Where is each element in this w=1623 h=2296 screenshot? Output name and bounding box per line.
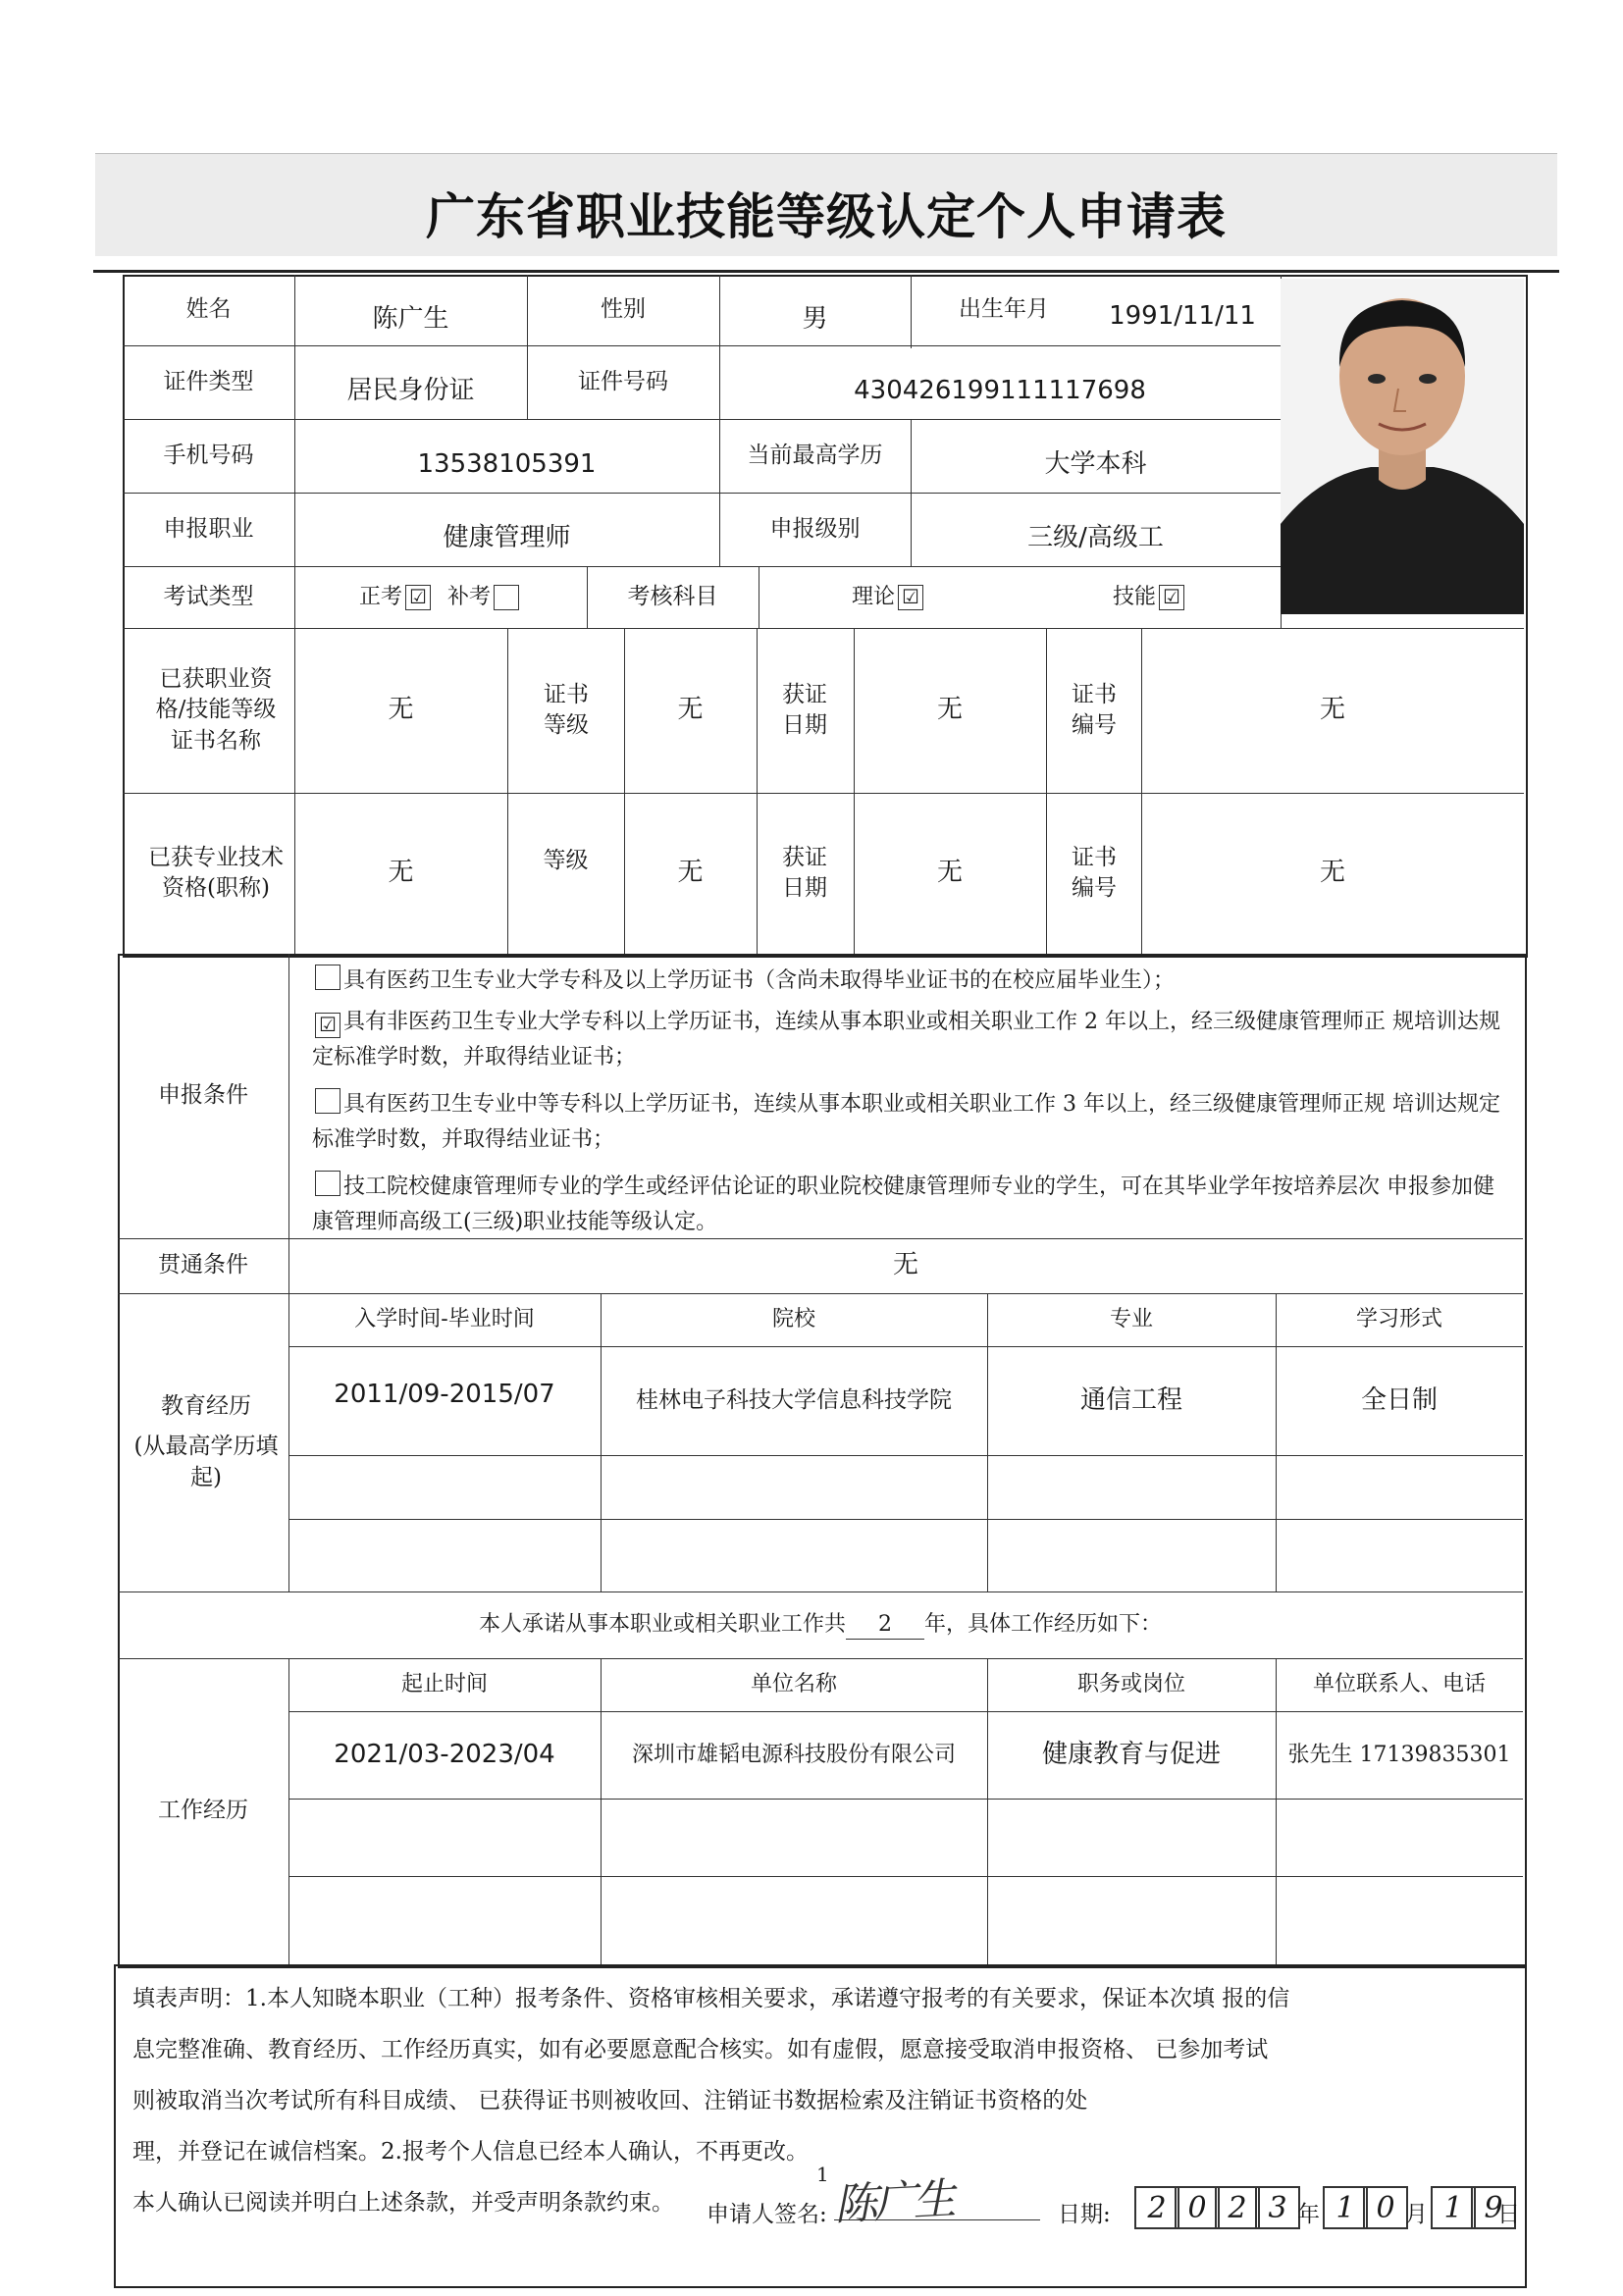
condition-item (312, 1005, 1514, 1075)
col-line (1046, 628, 1047, 954)
label-exam-type: 考试类型 (163, 583, 254, 609)
date-label: 日期: (1058, 2202, 1111, 2227)
label-cert-no: 证书编号 (1072, 681, 1117, 738)
edu-history-title: 教育经历 (161, 1393, 251, 1420)
condition-text: 具有医药卫生专业中等专科以上学历证书，连续从事本职业或相关职业工作 3 年以上，经三级健康管理师正规 培训达规定标准学时数，并取得结业证书； (312, 1092, 1500, 1152)
date-year-unit: 年 (1297, 2202, 1320, 2227)
label-birth: 出生年月 (959, 296, 1049, 323)
field-id-number[interactable]: 430426199111117698 (854, 375, 1146, 405)
field-birth[interactable]: 1991/11/11 (1109, 300, 1256, 331)
field-vocational-cert-number[interactable]: 无 (1319, 695, 1345, 725)
work-header-contact: 单位联系人、电话 (1312, 1672, 1486, 1697)
bukao-label: 补考 (447, 584, 492, 609)
condition-item (312, 964, 1514, 999)
title-rule (93, 270, 1559, 273)
label-vocational-cert: 已获职业资格/技能等级证书名称 (155, 666, 277, 754)
label-tech-grade: 等级 (543, 848, 589, 874)
condition-text: 具有医药卫生专业大学专科及以上学历证书（含尚未取得毕业证书的在校应届毕业生）； (343, 968, 1176, 993)
work-row-period[interactable]: 2021/03-2023/04 (334, 1739, 555, 1769)
work-commitment (118, 1592, 1523, 1658)
theory-checkbox[interactable]: ☑ (898, 585, 923, 610)
work-header-company: 单位名称 (750, 1672, 837, 1697)
signature-label: 申请人签名: (707, 2202, 827, 2227)
field-vocational-cert-date[interactable]: 无 (936, 695, 963, 725)
label-gender: 性别 (601, 296, 646, 323)
field-tech-title-number[interactable]: 无 (1319, 858, 1345, 888)
label-exam-subject: 考核科目 (627, 583, 718, 609)
page-number: 1 (816, 2163, 829, 2186)
row-line (288, 1799, 1523, 1800)
applicant-photo (1281, 279, 1524, 614)
label-occupation: 申报职业 (163, 515, 254, 542)
field-level[interactable]: 三级/高级工 (1027, 522, 1164, 552)
label-work-history: 工作经历 (158, 1798, 248, 1824)
declaration-line: 填表声明：1.本人知晓本职业（工种）报考条件、资格审核相关要求，承诺遵守报考的有关要求，保证本次填 报的信 (132, 1986, 1290, 2011)
field-tech-title-name[interactable]: 无 (388, 858, 414, 888)
field-id-type[interactable]: 居民身份证 (346, 375, 475, 405)
label-tech-date: 获证日期 (782, 844, 827, 901)
col-line (757, 628, 758, 954)
edu-history-sub: (从最高学历填起) (133, 1434, 279, 1490)
declaration-line: 息完整准确、教育经历、工作经历真实，如有必要愿意配合核实。如有虚假，愿意接受取消申报资格、 已参加考试 (132, 2037, 1269, 2062)
skill-checkbox[interactable]: ☑ (1159, 585, 1184, 610)
condition-checkbox[interactable] (315, 1171, 340, 1196)
row-line (123, 493, 1281, 494)
condition-text: 技工院校健康管理师专业的学生或经评估论证的职业院校健康管理师专业的学生，可在其毕业学年按培养层次 申报参加健康管理师高级工(三级)职业技能等级认定。 (312, 1174, 1494, 1234)
label-tech-title: 已获专业技术资格(职称) (148, 844, 284, 901)
edu-row-period[interactable]: 2011/09-2015/07 (334, 1380, 555, 1410)
edu-row-mode[interactable]: 全日制 (1360, 1384, 1438, 1415)
work-row-company[interactable]: 深圳市雄韬电源科技股份有限公司 (631, 1742, 956, 1767)
work-row-contact[interactable]: 张先生 17139835301 (1287, 1742, 1511, 1767)
date-day-digit[interactable]: 9 (1471, 2186, 1516, 2229)
work-header-period: 起止时间 (400, 1672, 488, 1697)
edu-header-period: 入学时间-毕业时间 (354, 1307, 535, 1332)
row-line (123, 419, 1281, 420)
field-vocational-cert-name[interactable]: 无 (388, 695, 414, 725)
label-phone: 手机号码 (163, 442, 254, 468)
date-month-digit[interactable]: 0 (1363, 2186, 1408, 2229)
declaration-line: 本人确认已阅读并明白上述条款，并受声明条款约束。 (132, 2190, 674, 2216)
theory-option (759, 566, 1020, 628)
row-line (288, 1519, 1523, 1520)
label-cert-date: 获证日期 (782, 681, 827, 738)
declaration-line: 则被取消当次考试所有科目成绩、 已获得证书则被收回、注销证书数据检索及注销证书资格的处 (132, 2088, 1088, 2113)
field-through[interactable]: 无 (892, 1250, 918, 1280)
work-row-position[interactable]: 健康教育与促进 (1041, 1739, 1221, 1769)
signature-name[interactable]: 陈广生 (832, 2173, 954, 2231)
declaration-line: 理，并登记在诚信档案。2.报考个人信息已经本人确认，不再更改。 (132, 2139, 809, 2165)
label-id-type: 证件类型 (163, 368, 254, 394)
date-year-digit[interactable]: 2 (1215, 2186, 1260, 2229)
work-commit-prefix: 本人承诺从事本职业或相关职业工作共 (478, 1612, 846, 1638)
skill-label: 技能 (1112, 584, 1156, 609)
edu-header-major: 专业 (1109, 1307, 1153, 1332)
date-month-digit[interactable]: 1 (1323, 2186, 1368, 2229)
condition-item (312, 1170, 1514, 1240)
date-year-digit[interactable]: 0 (1175, 2186, 1220, 2229)
theory-label: 理论 (851, 584, 895, 609)
date-day-unit: 日 (1497, 2202, 1520, 2227)
exam-type-options (294, 566, 587, 628)
edu-row-school[interactable]: 桂林电子科技大学信息科技学院 (636, 1386, 952, 1413)
edu-row-major[interactable]: 通信工程 (1079, 1384, 1182, 1415)
edu-header-mode: 学习形式 (1355, 1307, 1442, 1332)
portrait-illustration (1281, 279, 1524, 614)
work-commit-years[interactable]: 2 (846, 1610, 924, 1641)
field-name[interactable]: 陈广生 (372, 304, 449, 335)
label-tech-no: 证书编号 (1072, 844, 1117, 901)
condition-checkbox[interactable]: ☑ (315, 1013, 340, 1038)
signature-line (834, 2219, 1040, 2220)
field-occupation[interactable]: 健康管理师 (443, 522, 571, 552)
field-education[interactable]: 大学本科 (1044, 448, 1147, 479)
field-tech-title-date[interactable]: 无 (936, 858, 963, 888)
edu-header-school: 院校 (771, 1307, 815, 1332)
label-edu-history (132, 1293, 280, 1592)
label-conditions: 申报条件 (158, 1082, 248, 1109)
work-commit-suffix: 年，具体工作经历如下： (924, 1612, 1163, 1638)
field-gender[interactable]: 男 (802, 304, 828, 335)
row-line (288, 1455, 1523, 1456)
bukao-checkbox[interactable] (494, 585, 519, 610)
page-title: 广东省职业技能等级认定个人申请表 (426, 188, 1227, 245)
label-name: 姓名 (185, 296, 232, 323)
zhengkao-checkbox[interactable]: ☑ (405, 585, 431, 610)
label-education: 当前最高学历 (747, 442, 883, 468)
zhengkao-label: 正考 (358, 584, 402, 609)
date-month-unit: 月 (1405, 2202, 1428, 2227)
field-vocational-cert-grade[interactable]: 无 (677, 695, 704, 725)
condition-item (312, 1087, 1514, 1158)
row-line (288, 1876, 1523, 1877)
work-header-position: 职务或岗位 (1076, 1672, 1185, 1697)
date-day-digit[interactable]: 1 (1431, 2186, 1476, 2229)
label-id-number: 证件号码 (578, 368, 668, 394)
date-year-digit[interactable]: 3 (1255, 2186, 1300, 2229)
date-year-digit[interactable]: 2 (1134, 2186, 1179, 2229)
condition-checkbox[interactable] (315, 1088, 340, 1114)
condition-checkbox[interactable] (315, 965, 340, 990)
label-cert-grade: 证书等级 (544, 681, 589, 738)
label-level: 申报级别 (769, 515, 861, 542)
skill-option (1020, 566, 1281, 628)
field-phone[interactable]: 13538105391 (417, 448, 597, 479)
field-tech-title-grade[interactable]: 无 (677, 858, 704, 888)
condition-text: 具有非医药卫生专业大学专科以上学历证书，连续从事本职业或相关职业工作 2 年以上，经三级健康管理师正 规培训达规定标准学时数，并取得结业证书； (312, 1010, 1500, 1070)
title-banner (95, 153, 1557, 256)
label-through: 贯通条件 (158, 1252, 248, 1278)
